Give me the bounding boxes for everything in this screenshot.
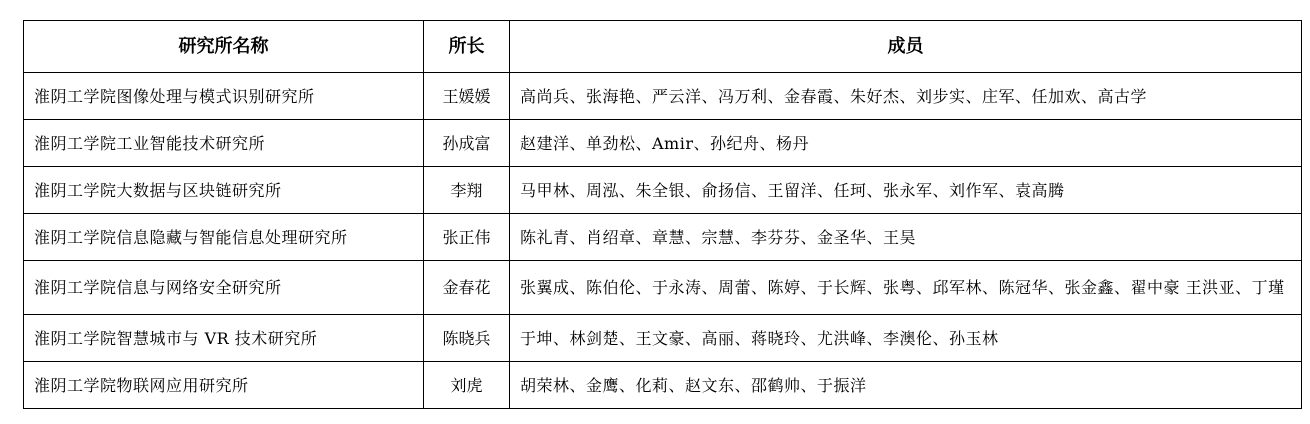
table-row xyxy=(24,214,1302,261)
institute-name-cell: 淮阴工学院物联网应用研究所 xyxy=(24,362,424,409)
institute-name-cell: 淮阴工学院图像处理与模式识别研究所 xyxy=(24,73,424,120)
members-cell: 高尚兵、张海艳、严云洋、冯万利、金春霞、朱好杰、刘步实、庄军、任加欢、高古学 xyxy=(510,73,1302,120)
members-cell: 胡荣林、金鹰、化莉、赵文东、邵鹤帅、于振洋 xyxy=(510,362,1302,409)
institute-name-cell: 淮阴工学院大数据与区块链研究所 xyxy=(24,167,424,214)
institutes-table xyxy=(23,20,1302,409)
director-cell: 李翔 xyxy=(424,167,510,214)
members-cell: 马甲林、周泓、朱全银、俞扬信、王留洋、任珂、张永军、刘作军、袁高腾 xyxy=(510,167,1302,214)
director-cell: 陈晓兵 xyxy=(424,315,510,362)
institute-name-cell: 淮阴工学院信息隐藏与智能信息处理研究所 xyxy=(24,214,424,261)
institute-name-cell: 淮阴工学院智慧城市与 VR 技术研究所 xyxy=(24,315,424,362)
table-row xyxy=(24,120,1302,167)
table-row xyxy=(24,167,1302,214)
director-cell: 金春花 xyxy=(424,261,510,315)
institute-name-cell: 淮阴工学院工业智能技术研究所 xyxy=(24,120,424,167)
header-members: 成员 xyxy=(510,21,1302,73)
table-row xyxy=(24,261,1302,315)
institute-name-cell: 淮阴工学院信息与网络安全研究所 xyxy=(24,261,424,315)
members-cell: 张翼成、陈伯伦、于永涛、周蕾、陈婷、于长辉、张粤、邱军林、陈冠华、张金鑫、翟中豪 王洪亚、丁瑾 xyxy=(510,261,1302,315)
director-cell: 刘虎 xyxy=(424,362,510,409)
table-row xyxy=(24,73,1302,120)
members-cell: 陈礼青、肖绍章、章慧、宗慧、李芬芬、金圣华、王昊 xyxy=(510,214,1302,261)
header-director: 所长 xyxy=(424,21,510,73)
members-cell: 赵建洋、单劲松、Amir、孙纪舟、杨丹 xyxy=(510,120,1302,167)
header-institute-name: 研究所名称 xyxy=(24,21,424,73)
director-cell: 张正伟 xyxy=(424,214,510,261)
members-cell: 于坤、林剑楚、王文豪、高丽、蒋晓玲、尤洪峰、李澳伦、孙玉林 xyxy=(510,315,1302,362)
director-cell: 孙成富 xyxy=(424,120,510,167)
table-header-row xyxy=(24,21,1302,73)
table-row xyxy=(24,315,1302,362)
director-cell: 王媛媛 xyxy=(424,73,510,120)
table-row xyxy=(24,362,1302,409)
